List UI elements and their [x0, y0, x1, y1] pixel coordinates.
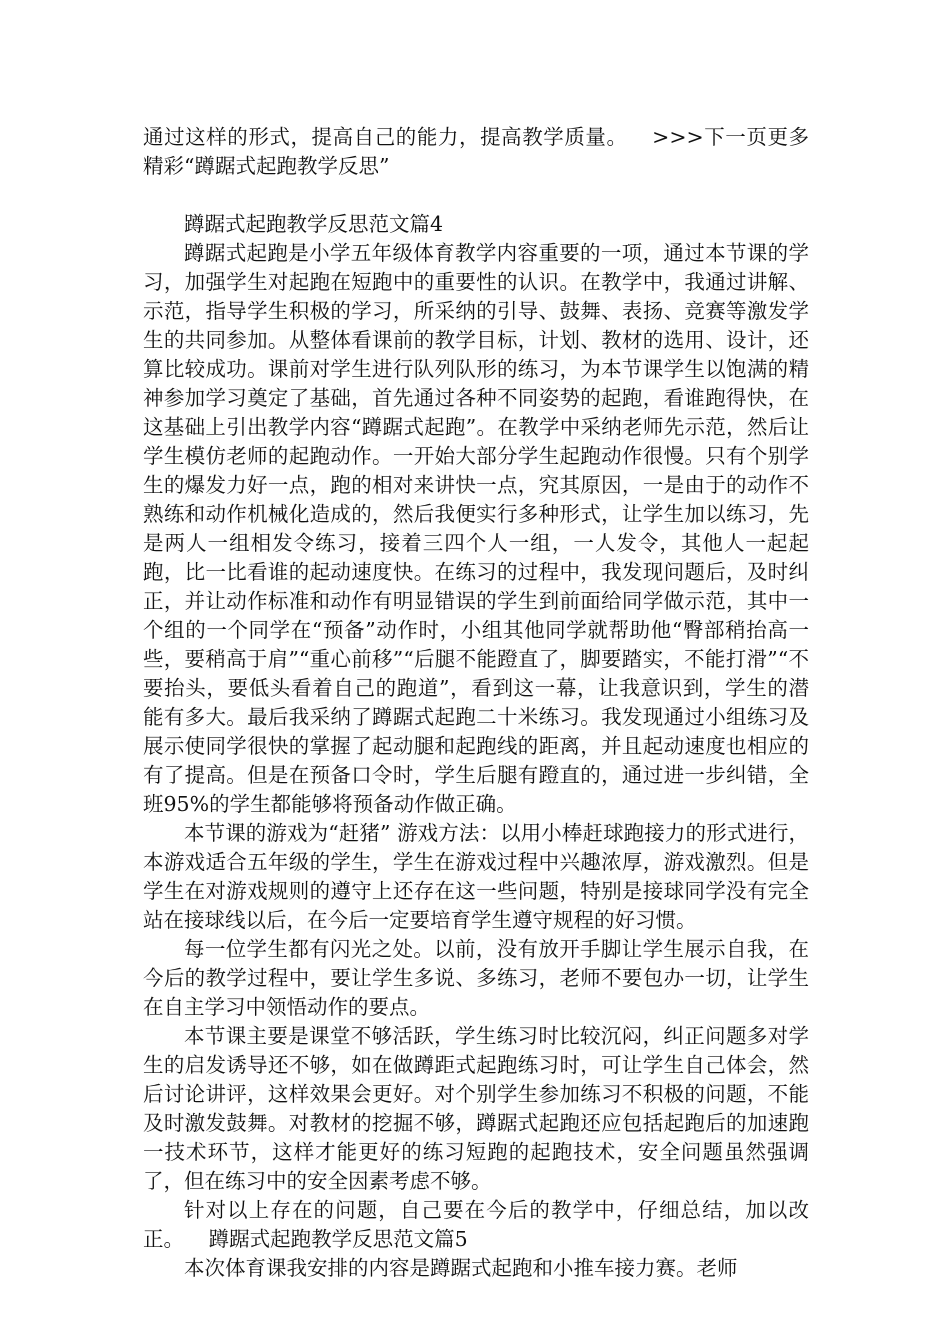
section-4-paragraph-4: 本节课主要是课堂不够活跃，学生练习时比较沉闷，纠正问题多对学生的启发诱导还不够，如在做蹲距式起跑练习时，可让学生自己体会，然后讨论讲评，这样效果会更好。对个别学生参加练习不积极的问题，不能及时激发鼓舞。对教材的挖掘不够，蹲踞式起跑还应包括起跑后的加速跑一技术环节，这样才能更好的练习短跑的起跑技术，安全问题虽然强调了，但在练习中的安全因素考虑不够。 [143, 1024, 809, 1193]
intro-paragraph [143, 123, 809, 181]
blank-line [143, 181, 809, 210]
section-5-paragraph-1: 本次体育课我安排的内容是蹲踞式起跑和小推车接力赛。老师 [184, 1256, 738, 1280]
section-4-paragraph-3: 每一位学生都有闪光之处。以前，没有放开手脚让学生展示自我，在今后的教学过程中，要让学生多说、多练习，老师不要包办一切，让学生在自主学习中领悟动作的要点。 [143, 937, 809, 1019]
section-4-heading: 蹲踞式起跑教学反思范文篇4 [184, 212, 444, 236]
section-4-paragraph-2: 本节课的游戏为“赶猪” 游戏方法：以用小棒赶球跑接力的形式进行，本游戏适合五年级的学生，学生在游戏过程中兴趣浓厚，游戏激烈。但是学生在对游戏规则的遵守上还存在这一些问题，特别是接球同学没有完全站在接球线以后，在今后一定要培育学生遵守规程的好习惯。 [143, 821, 809, 932]
section-4-paragraph-1: 蹲踞式起跑是小学五年级体育教学内容重要的一项，通过本节课的学习，加强学生对起跑在短跑中的重要性的认识。在教学中，我通过讲解、示范，指导学生积极的学习，所采纳的引导、鼓舞、表扬、竞赛等激发学生的共同参加。从整体看课前的教学目标，计划、教材的选用、设计，还算比较成功。课前对学生进行队列队形的练习，为本节课学生以饱满的精神参加学习奠定了基础，首先通过各种不同姿势的起跑，看谁跑得快，在这基础上引出教学内容“蹲踞式起跑”。在教学中采纳老师先示范，然后让学生模仿老师的起跑动作。一开始大部分学生起跑动作很慢。只有个别学生的爆发力好一点，跑的相对来讲快一点，究其原因，一是由于的动作不熟练和动作机械化造成的，然后我便实行多种形式，让学生加以练习，先是两人一组相发令练习，接着三四个人一组，一人发令，其他人一起起跑，比一比看谁的起动速度快。在练习的过程中，我发现问题后，及时纠正，并让动作标准和动作有明显错误的学生到前面给同学做示范，其中一个组的一个同学在“预备”动作时，小组其他同学就帮助他“臀部稍抬高一些，要稍高于肩”“重心前移”“后腿不能蹬直了，脚要踏实，不能打滑”“不要抬头，要低头看着自己的跑道”，看到这一幕，让我意识到，学生的潜能有多大。最后我采纳了蹲踞式起跑二十米练习。我发现通过小组练习及展示使同学很快的掌握了起动腿和起跑线的距离，并且起动速度也相应的有了提高。但是在预备口令时，学生后腿有蹬直的，通过进一步纠错，全班95%的学生都能够将预备动作做正确。 [143, 241, 809, 816]
section-4-paragraph-5 [143, 1196, 809, 1254]
intro-text: 通过这样的形式，提高自己的能力，提高教学质量。 [143, 125, 628, 149]
section-5-heading: 蹲踞式起跑教学反思范文篇5 [208, 1227, 468, 1251]
next-page-link[interactable]: >>>下一页更多精彩“蹲踞式起跑教学反思” [143, 125, 810, 178]
section-4-closing-text: 针对以上存在的问题，自己要在今后的教学中，仔细总结，加以改正。 [143, 1198, 809, 1251]
document-page [143, 123, 809, 1283]
